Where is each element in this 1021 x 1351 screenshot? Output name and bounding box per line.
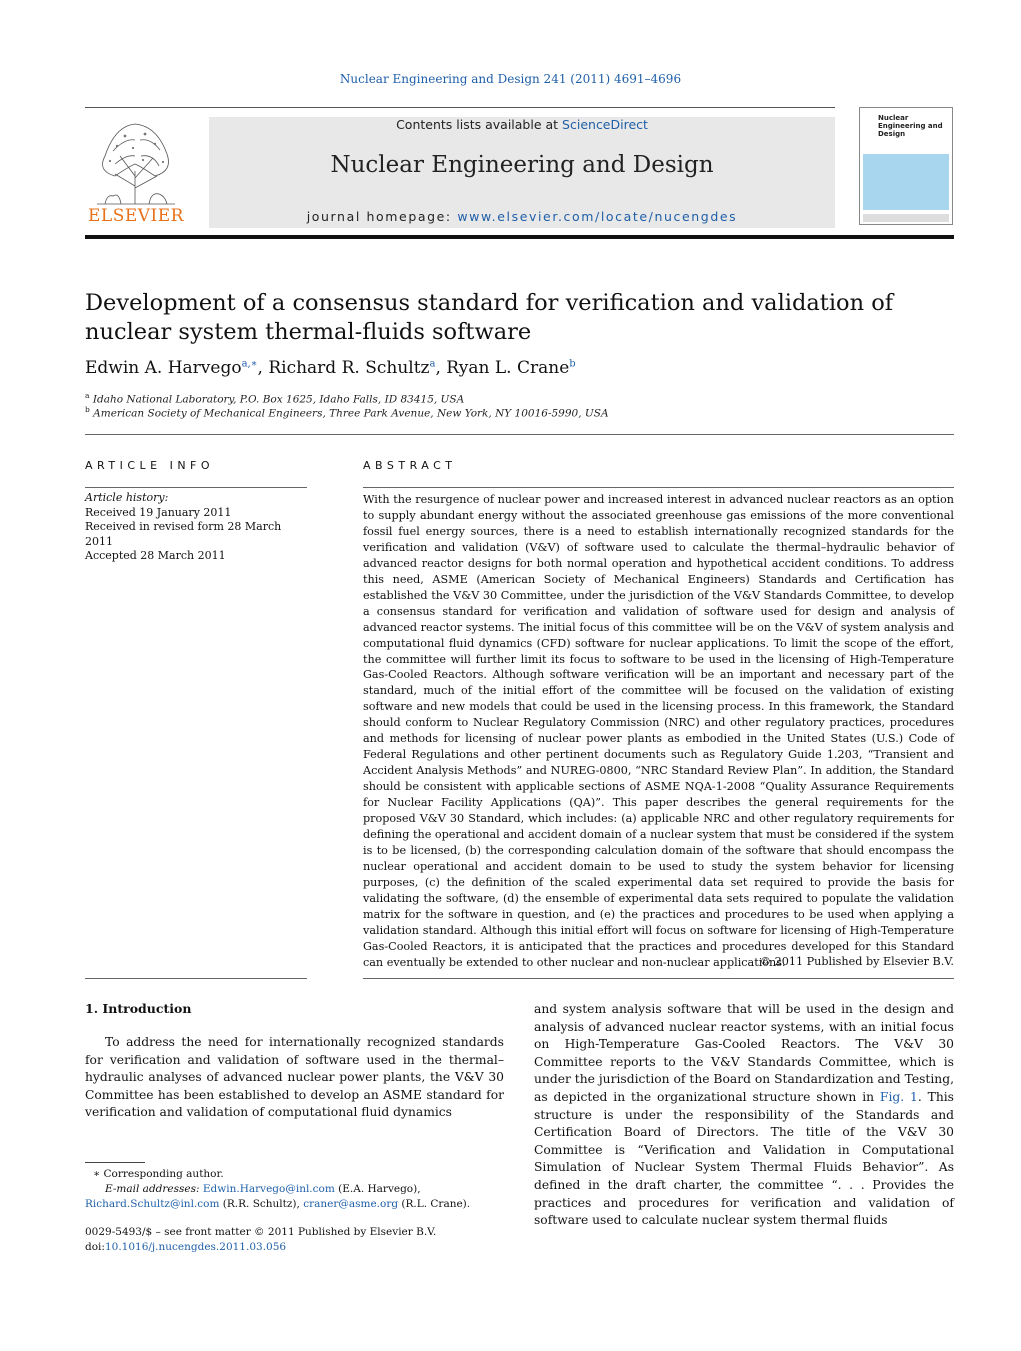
article-title: Development of a consensus standard for verification and validation of nuclear system thermal-fluids software	[85, 290, 894, 345]
divider	[363, 487, 954, 488]
accepted-date: Accepted 28 March 2011	[85, 549, 226, 562]
abstract-heading: ABSTRACT	[363, 459, 457, 472]
front-matter	[85, 1225, 504, 1255]
history-label: Article history:	[85, 491, 169, 504]
author-name: Edwin A. Harvego	[85, 358, 242, 378]
journal-cover-thumbnail[interactable]	[859, 107, 953, 225]
journal-title: Nuclear Engineering and Design	[330, 152, 714, 178]
article-history	[85, 491, 307, 564]
divider	[363, 978, 954, 979]
introduction-paragraph-continued	[534, 1001, 954, 1230]
introduction-paragraph: To address the need for internationally recognized standards for verification and validation of software used in the thermal–hydraulic analyses of advanced nuclear power plants, the V&V 30 Committee has been established to develop an ASME standard for verification and validation of computational fluid dynamics	[85, 1035, 504, 1120]
doi-line	[85, 1240, 504, 1255]
figure-1-link[interactable]: Fig. 1	[879, 1089, 918, 1104]
email-link[interactable]: craner@asme.org	[303, 1198, 399, 1210]
homepage-prefix: journal homepage:	[306, 209, 458, 224]
author-name: Ryan L. Crane	[446, 358, 570, 378]
introduction-heading: 1. Introduction	[85, 1001, 192, 1016]
footnote-rule	[85, 1162, 145, 1163]
doi-prefix: doi:	[85, 1241, 105, 1253]
header-rule	[85, 107, 835, 108]
running-head[interactable]: Nuclear Engineering and Design 241 (2011) 4691–4696	[339, 72, 682, 86]
email-owner: (R.L. Crane).	[398, 1198, 471, 1210]
email-line	[85, 1197, 504, 1212]
email-owner: (R.R. Schultz),	[219, 1198, 304, 1210]
footnotes	[85, 1167, 504, 1212]
affiliation-text: Idaho National Laboratory, P.O. Box 1625, Idaho Falls, ID 83415, USA	[92, 393, 465, 406]
elsevier-wordmark: ELSEVIER	[88, 206, 184, 226]
affiliation	[85, 391, 954, 406]
contents-line	[209, 117, 835, 132]
sciencedirect-link[interactable]: ScienceDirect	[562, 117, 648, 132]
author-affiliation-mark[interactable]: a,∗	[241, 358, 258, 370]
cover-title: Nuclear Engineering and Design	[878, 114, 943, 138]
divider	[85, 434, 954, 435]
intro-text: and system analysis software that will be used in the design and analysis of advanced nuclear reactor systems, with an initial focus on High-Temperature Gas-Cooled Reactors. The V&V 30 Committee reports to the V&V Standards Committee, which is under the jurisdiction of the Board on Standardization and Testing, as depicted in the organizational structure shown in	[534, 1002, 954, 1104]
journal-homepage-link[interactable]: www.elsevier.com/locate/nucengdes	[457, 209, 738, 224]
email-link[interactable]: Edwin.Harvego@inl.com	[202, 1183, 335, 1195]
issn-line: 0029-5493/$ – see front matter © 2011 Published by Elsevier B.V.	[85, 1226, 437, 1238]
author-name: Richard R. Schultz	[268, 358, 430, 378]
revised-date: Received in revised form 28 March 2011	[85, 520, 282, 548]
affiliation-mark: b	[85, 405, 90, 414]
homepage-line	[209, 209, 835, 224]
email-line	[85, 1182, 504, 1197]
cover-footer	[863, 214, 949, 222]
email-label: E-mail addresses:	[105, 1183, 203, 1195]
divider	[85, 978, 307, 979]
received-date: Received 19 January 2011	[85, 505, 232, 519]
author-list: Edwin A. Harvego$^{a,∗}$, Richard R. Schultz$^a$, Ryan L. Crane$^b$	[85, 358, 576, 378]
email-link[interactable]: Richard.Schultz@inl.com	[85, 1198, 220, 1210]
abstract-copyright: © 2011 Published by Elsevier B.V.	[759, 955, 954, 968]
doi-link[interactable]: 10.1016/j.nucengdes.2011.03.056	[104, 1241, 287, 1253]
affiliation-text: American Society of Mechanical Engineers, Three Park Avenue, New York, NY 10016-5990, USA	[93, 407, 609, 420]
article-info-heading: ARTICLE INFO	[85, 459, 215, 472]
divider	[85, 487, 307, 488]
affiliation	[85, 405, 954, 420]
cover-graphic	[863, 154, 949, 210]
author-affiliation-mark[interactable]: b	[569, 358, 576, 370]
corresponding-author-note: ∗ Corresponding author.	[93, 1168, 224, 1180]
email-owner: (E.A. Harvego),	[334, 1183, 421, 1195]
affiliation-mark: a	[85, 391, 90, 400]
abstract-text: With the resurgence of nuclear power and increased interest in advanced nuclear reactors as an option to supply abundant energy without the associated greenhouse gas emissions of the more conventional fossil fuel energy sources, there is a need to establish internationally recognized standards for the verification and validation (V&V) of software used to calculate the thermal–hydraulic behavior of advanced reactor designs for both normal operation and hypothetical accident conditions. To address this need, ASME (American Society of Mechanical Engineers) Standards and Certification has established the V&V 30 Committee, under the jurisdiction of the V&V Standards Committee, to develop a consensus standard for verification and validation of software used for design and analysis of advanced reactor systems. The initial focus of this committee will be on the V&V of system analysis and computational fluid dynamics (CFD) software for nuclear applications. To limit the scope of the effort, the committee will further limit its focus to software to be used in the licensing of High-Temperature Gas-Cooled Reactors. Although software verification will be an important and necessary part of the standard, much of the initial effort of the committee will be focused on the validation of existing software and new models that could be used in the licensing process. In this framework, the Standard should conform to Nuclear Regulatory Commission (NRC) and other regulatory practices, procedures and methods for licensing of nuclear power plants as embodied in the United States (U.S.) Code of Federal Regulations and other pertinent documents such as Regulatory Guide 1.203, “Transient and Accident Analysis Methods” and NUREG-0800, “NRC Standard Review Plan”. In addition, the Standard should be consistent with applicable sections of ASME NQA-1-2008 “Quality Assurance Requirements for Nuclear Facility Applications (QA)”. This paper describes the general requirements for the proposed V&V 30 Standard, which includes: (a) applicable NRC and other regulatory requirements for defining the operational and accident domain of a nuclear system that must be considered if the system is to be licensed, (b) the corresponding calculation domain of the software that should encompass the nuclear operational and accident domain to be used to study the system behavior for licensing purposes, (c) the definition of the scaled experimental data set required to provide the basis for validating the software, (d) the ensemble of experimental data sets required to populate the validation matrix for the software in question, and (e) the practices and procedures to be used when applying a validation standard. Although this initial effort will focus on software for licensing of High-Temperature Gas-Cooled Reactors, it is anticipated that the practices and procedures developed for this Standard can eventually be extended to other nuclear and non-nuclear applications.	[363, 493, 954, 969]
header-thick-rule	[85, 235, 954, 239]
intro-text: . This structure is under the responsibility of the Standards and Certification Board of Directors. The title of the V&V 30 Committee is “Verification and Validation in Computational Simulation of Nuclear System Thermal Fluids Behavior”. As defined in the draft charter, the committee “. . . Provides the practices and procedures for verification and validation of software used to calculate nuclear system thermal fluids	[534, 1089, 954, 1228]
author-affiliation-mark[interactable]: a	[429, 358, 436, 370]
contents-prefix: Contents lists available at	[396, 117, 563, 132]
